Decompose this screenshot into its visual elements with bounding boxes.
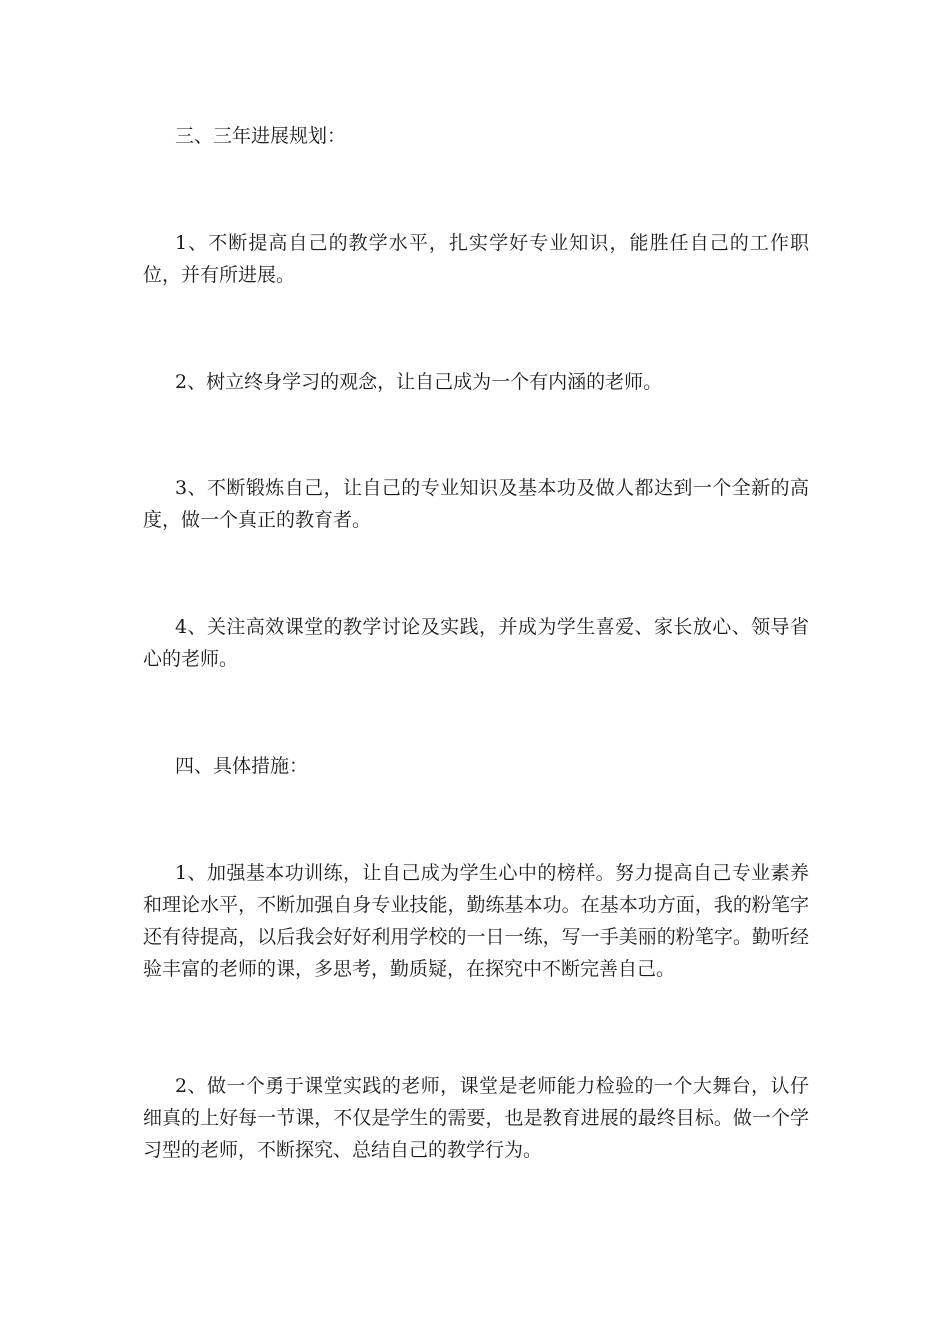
- measure-item-1: 1、加强基本功训练，让自己成为学生心中的榜样。努力提高自己专业素养和理论水平，不断加强自身专业技能，勤练基本功。在基本功方面，我的粉笔字还有待提高，以后我会好好利用学校的一日一练，写一手美丽的粉笔字。勤听经验丰富的老师的课，多思考，勤质疑，在探究中不断完善自己。: [143, 862, 809, 980]
- plan-item-1: 1、不断提高自己的教学水平，扎实学好专业知识，能胜任自己的工作职位，并有所进展。: [143, 232, 809, 286]
- plan-item-3: 3、不断锻炼自己，让自己的专业知识及基本功及做人都达到一个全新的高度，做一个真正的教育者。: [143, 477, 809, 531]
- measure-item-2: 2、做一个勇于课堂实践的老师，课堂是老师能力检验的一个大舞台，认仔细真的上好每一节课，不仅是学生的需要，也是教育进展的最终目标。做一个学习型的老师，不断探究、总结自己的教学行为。: [143, 1075, 809, 1161]
- section-heading-measures: 四、具体措施：: [175, 755, 309, 777]
- plan-item-4: 4、关注高效课堂的教学讨论及实践，并成为学生喜爱、家长放心、领导省心的老师。: [143, 616, 809, 670]
- plan-item-2: 2、树立终身学习的观念，让自己成为一个有内涵的老师。: [175, 371, 663, 393]
- section-heading-development-plan: 三、三年进展规划：: [175, 125, 347, 147]
